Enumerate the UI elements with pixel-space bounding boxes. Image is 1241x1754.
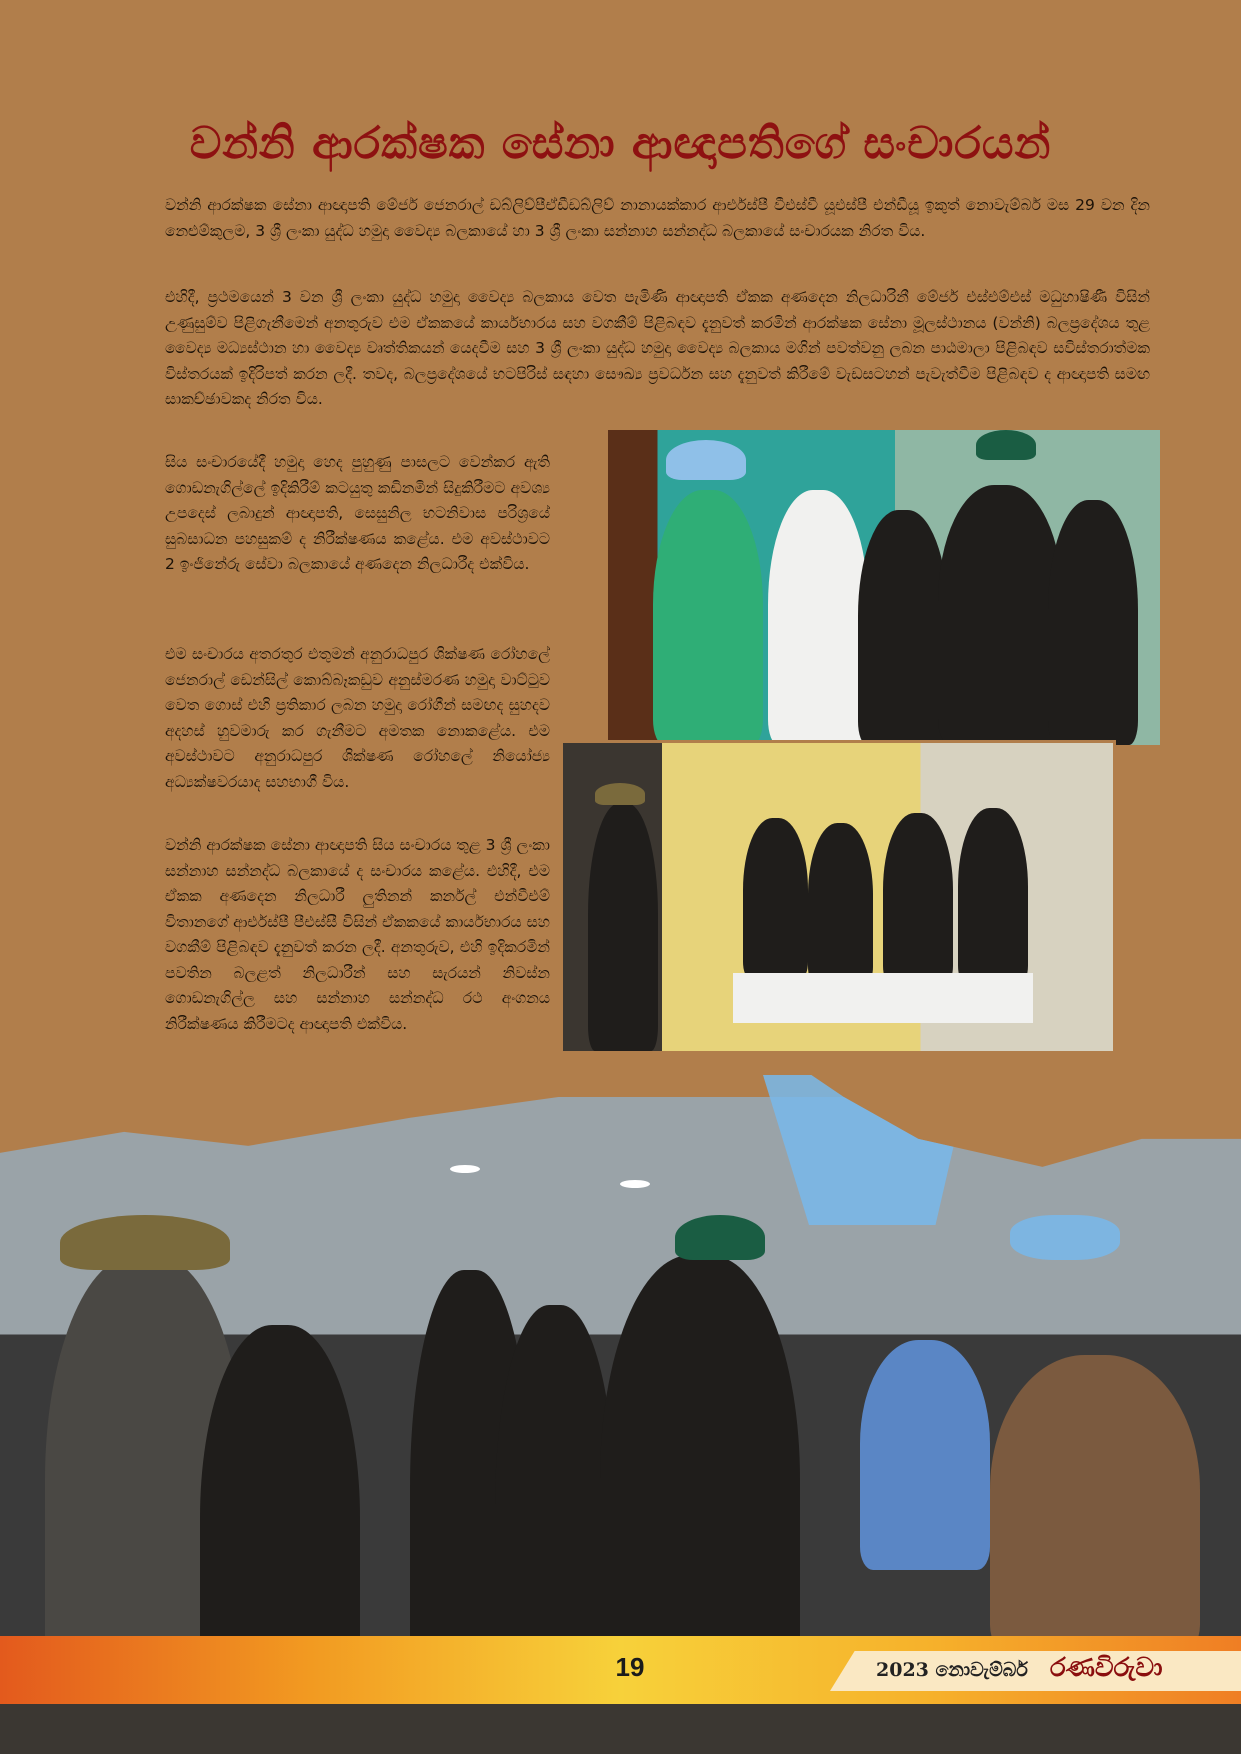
- peaked-cap: [595, 783, 645, 805]
- commander-figure: [938, 485, 1063, 745]
- article-paragraph-3: සිය සංචාරයේදී හමුදා හෙද පුහුණු පාසලට වෙන්කර ඇති ගොඩනැගිල්ලේ ඉදිකිරීම් කටයුතු කඩිනමින් සිදුකිරීමට අවශ්‍ය උපදෙස් ලබාදුන් ආඥාපති, සෙසුනිල භටනිවාස පරිශ්‍රයේ සුබසාධන පහසුකම් ද නිරීක්ෂණය කළේය. එම අවස්ථාවට 2 ඉංජිනේරු සේවා බලකායේ අණදෙන නිලධාරීද එක්විය.: [165, 453, 550, 573]
- mosquito-net: [1010, 1215, 1120, 1260]
- issue-date: 2023 නොවැම්බර්: [876, 1659, 1028, 1681]
- surgical-cap: [666, 440, 746, 480]
- female-officer-figure: [858, 510, 948, 745]
- article-paragraph-5: වන්නි ආරක්ෂක සේනා ආඥාපති සිය සංචාරය තුළ 3 ශ්‍රී ලංකා සන්නාහ සන්නද්ධ බලකායේ ද සංචාරය කළේය. එහිදී, එම ඒකක අණදෙන නිලධාරී ලුතිනන් කර්නල් එන්වීඑම් විතානගේ ආර්එස්පී පීඑස්සී විසින් ඒකකයේ කාර්යභාරය සහ වගකීම් පිළිබඳව දැනුවත් කරන ලදී. අනතුරුව, එහි ඉදිකරමින් පවතින බලළත් නිලධාරීන් සහ සැරයන් නිවස්න ගොඩනැගිල්ල සහ සන්නාහ සන්නද්ධ රථ අංගනය නිරීක්ෂණය කිරීමටද ආඥාපති එක්විය.: [165, 836, 550, 1033]
- civilian-figure: [768, 490, 868, 745]
- page-number: 19: [615, 1652, 645, 1682]
- article-title: වන්නි ආරක්ෂක සේනා ආඥාපතිගේ සංචාරයන්: [189, 118, 1052, 169]
- officer-figure: [743, 818, 808, 978]
- patient-figure: [860, 1340, 990, 1570]
- peaked-cap: [60, 1215, 230, 1270]
- article-paragraph-2: එහිදී, ප්‍රථමයෙන් 3 වන ශ්‍රී ලංකා යුද්ධ හමුදා වෛද්‍ය බලකාය වෙත පැමිණි ආඥාපති ඒකක අණදෙන නිලධාරිනී මේජර් එස්එම්එස් මධුහාෂිණී විසින් උණුසුම්ව පිළිගැනීමෙන් අනතුරුව එම ඒකකයේ කාර්යභාරය සහ වගකීම් පිළිබඳව දැනුවත් කරමින් ආරක්ෂක සේනා මූලස්ථානය (වන්නි) බලප්‍රදේශය තුළ වෛද්‍ය මධ්‍යස්ථාන හා වෛද්‍ය වෘත්තිකයන් යෙදවීම සහ 3 ශ්‍රී ලංකා යුද්ධ හමුදා වෛද්‍ය බලකාය මගින් පවත්වනු ලබන පාඨමාලා පිළිබඳව සවිස්තරාත්මක විස්තරයක් ඉදිරිපත් කරන ලදී. තවද, බලප්‍රදේශයේ භටපිරිස් සඳහා සෞඛ්‍ය ප්‍රවර්ධන සහ දැනුවත් කිරීමේ වැඩසටහන් පැවැත්වීම පිළිබඳව ද ආඥාපති සමඟ සාකච්ඡාවකද නිරත විය.: [165, 288, 1150, 408]
- mosquito-net: [740, 1075, 970, 1225]
- photo-medical-corps-visit: [608, 430, 1160, 745]
- soldier-figure: [588, 803, 658, 1051]
- beret: [675, 1215, 765, 1260]
- patient-figure: [990, 1355, 1200, 1655]
- photo-armoured-corps-visit: [560, 740, 1116, 1054]
- officer-figure: [883, 813, 953, 983]
- bottom-photo-strip: [0, 1704, 1241, 1754]
- officer-figure: [808, 823, 873, 983]
- article-paragraph-1: වන්නි ආරක්ෂක සේනා ආඥාපති මේජර් ජෙනරාල් ඩබ්ලිව්පීඒඩීඩබ්ලිව් නානායක්කාර ආර්එස්පී වීඑස්වී යූඑස්පී එන්ඩීයූ ඉකුත් නොවැම්බර් මස 29 වන දින නෙළුම්කුලම, 3 ශ්‍රී ලංකා යුද්ධ හමුදා වෛද්‍ය බලකායේ හා 3 ශ්‍රී ලංකා සන්නාහ සන්නද්ධ බලකායේ සංචාරයක නිරත විය.: [165, 196, 1150, 240]
- nurse-figure: [653, 490, 763, 745]
- hospital-bed: [733, 973, 1033, 1023]
- ceiling-light: [620, 1180, 650, 1188]
- beret: [976, 430, 1036, 460]
- ceiling-light: [450, 1165, 480, 1173]
- magazine-logo: රණවිරුවා: [1050, 1653, 1163, 1683]
- soldier-figure: [1048, 500, 1138, 745]
- officer-figure: [958, 808, 1028, 983]
- article-paragraph-4: එම සංචාරය අතරතුර එතුමන් අනුරාධපුර ශික්ෂණ රෝහලේ ජෙනරාල් ඩෙන්සිල් කොබ්බෑකඩුව අනුස්මරණ හමුදා වාට්ටුව වෙත ගොස් එහි ප්‍රතිකාර ලබන හමුදා රෝගීන් සමඟද සුහදව අදහස් හුවමාරු කර ගැනීමට අමතක නොකළේය. එම අවස්ථාවට අනුරාධපුර ශික්ෂණ රෝහලේ නියෝජ්‍ය අධ්‍යක්ෂවරයාද සහභාගී විය.: [165, 645, 550, 791]
